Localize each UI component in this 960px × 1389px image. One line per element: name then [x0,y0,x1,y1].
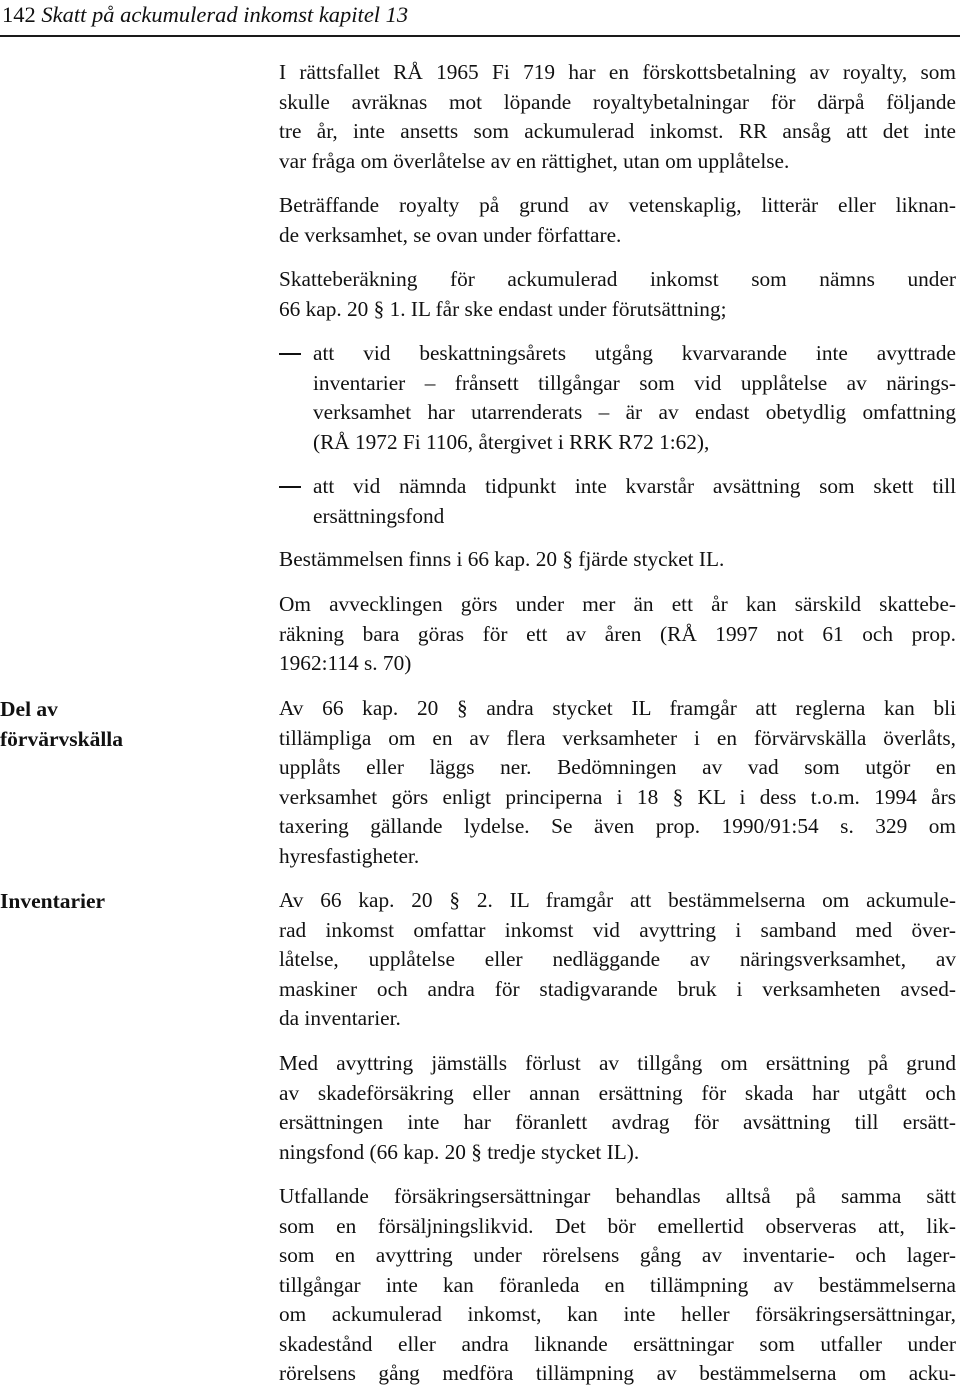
margin-note-line: Del av [0,697,58,721]
text-line: hyresfastigheter. [279,843,420,868]
text-line: de verksamhet, se ovan under författare. [279,222,622,247]
text-line: inventarier – frånsett tillgångar som vid upplåtelse av närings- [313,370,956,395]
text-line: att vid beskattningsårets utgång kvarvarande inte avyttrade [313,341,956,365]
text-line: som en försäljningslikvid. Det bör emellertid observeras att, lik- [279,1213,956,1238]
text-line: Utfallande försäkringsersättningar behandlas alltså på samma sätt [279,1184,956,1208]
margin-note-del-av-forvarvskalla [0,694,123,754]
paragraph-royalty [279,191,956,250]
text-line: tillgångar inte kan föranleda en tillämpning av bestämmelserna [279,1272,956,1297]
paragraph-forsakringsersattningar [279,1182,956,1389]
margin-note-line: förvärvskälla [0,727,124,751]
text-line: rörelsens gång medföra tillämpning av bestämmelserna om acku- [279,1361,956,1385]
text-line: 66 kap. 20 § 1. IL får ske endast under förutsättning; [279,296,727,321]
text-line: att vid nämnda tidpunkt inte kvarstår avsättning som skett till [313,474,956,498]
text-line: taxering gällande lydelse. Se även prop. 1990/91:54 s. 329 om [279,814,956,838]
margin-note-inventarier: Inventarier [0,889,106,913]
text-line: verksamhet görs enligt principerna i 18 § KL i dess t.o.m. 1994 års [279,784,956,809]
text-line: ningsfond (66 kap. 20 § tredje stycket IL). [279,1139,640,1164]
text-line: som en avyttring under rörelsens gång av inventarie- och lager- [279,1243,956,1267]
text-line: I rättsfallet RÅ 1965 Fi 719 har en förskottsbetalning av royalty, som [279,60,956,84]
text-line: Om avvecklingen görs under mer än ett år kan särskild skattebe- [279,592,956,616]
text-line: verksamhet har utarrenderats – är av endast obetydlig omfattning [313,400,956,424]
text-line: rad inkomst omfattar inkomst vid avyttring i samband med över- [279,917,956,942]
bullet-dash [279,486,301,488]
paragraph-andra-stycket [279,694,956,871]
text-line: skadestånd eller andra liknande ersättningar som utfaller under [279,1331,956,1356]
text-line: da inventarier. [279,1006,401,1030]
text-line: Bestämmelsen finns i 66 kap. 20 § fjärde stycket IL. [279,547,725,571]
text-line: skulle avräknas mot löpande royaltybetalningar för därpå följande [279,89,956,114]
paragraph-skatteberakning [279,265,956,324]
chapter-title: Skatt på ackumulerad inkomst kapitel 13 [41,2,409,27]
paragraph-avyttring [279,1049,956,1167]
text-line: låtelse, upplåtelse eller nedläggande av näringsverksamhet, av [279,947,956,971]
paragraph-rattsfallet [279,58,956,176]
text-line: var fråga om överlåtelse av en rättighet, utan om upplåtelse. [279,148,790,173]
text-line: maskiner och andra för stadigvarande bruk i verksamheten avsed- [279,976,956,1001]
text-line: Av 66 kap. 20 § 2. IL framgår att bestämmelserna om ackumule- [279,888,956,912]
paragraph-bestammelsen [279,545,956,575]
paragraph-inventarier [279,886,956,1034]
text-line: 1962:114 s. 70) [279,651,412,675]
text-line: ersättningsfond [313,503,445,528]
text-line: ersättningen inte har föranlett avdrag för avsättning till ersätt- [279,1110,956,1134]
bullet-item-inventarier [313,339,956,457]
bullet-dash [279,353,301,355]
text-line: tre år, inte ansetts som ackumulerad inkomst. RR ansåg att det inte [279,119,956,143]
running-header [2,0,408,30]
text-line: Skatteberäkning för ackumulerad inkomst som nämns under [279,267,956,291]
text-line: Av 66 kap. 20 § andra stycket IL framgår att reglerna kan bli [279,696,956,720]
text-line: räkning bara göras för ett av åren (RÅ 1997 not 61 och prop. [279,621,956,646]
page-number: 142 [2,2,36,27]
bullet-item-ersattningsfond [313,472,956,531]
text-line: av skadeförsäkring eller annan ersättning för skada har utgått och [279,1080,956,1105]
text-line: Beträffande royalty på grund av vetenskaplig, litterär eller liknan- [279,193,956,217]
paragraph-avvecklingen [279,590,956,679]
text-line: Med avyttring jämställs förlust av tillgång om ersättning på grund [279,1051,956,1075]
text-line: upplåts eller läggs ner. Bedömningen av vad som utgör en [279,755,956,779]
text-line: (RÅ 1972 Fi 1106, återgivet i RRK R72 1:62), [313,429,710,454]
text-line: om ackumulerad inkomst, kan inte heller försäkringsersättningar, [279,1302,956,1326]
header-rule [0,35,960,37]
text-line: tillämpliga om en av flera verksamheter i en förvärvskälla överlåts, [279,725,956,750]
